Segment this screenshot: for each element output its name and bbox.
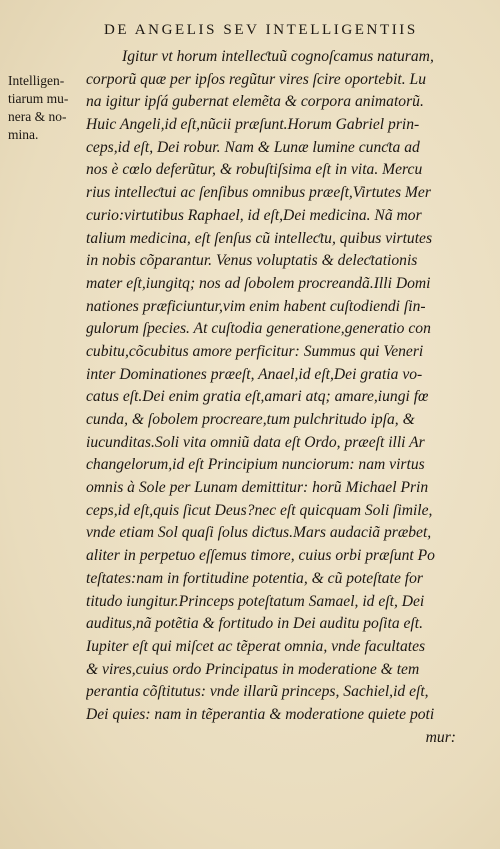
text-line: & vires,cuius ordo Principatus in moderatione & tem (86, 660, 420, 678)
text-line: iucunditas.Soli vita omniũ data eſt Ordo, præeſt illi Ar (86, 433, 425, 451)
text-line: titudo iungitur.Princeps poteſtatum Samael, id eſt, Dei (86, 592, 425, 610)
text-line: ceps,id eſt, Dei robur. Nam & Lunæ lumine cunƈta ad (86, 138, 420, 156)
text-line: Dei quies: nam in tẽperantia & moderatione quiete poti (86, 705, 435, 723)
running-header: DE ANGELIS SEV INTELLIGENTIIS (104, 22, 418, 38)
text-line: teſtates:nam in fortitudine potentia, & cũ poteſtate for (86, 569, 423, 587)
text-line: omnis à Sole per Lunam demittitur: horũ Michael Prin (86, 479, 429, 497)
text-line: nos è cœlo deferũtur, & robuſtiſsima eſt in vita. Mercu (86, 161, 423, 179)
margin-note (8, 72, 94, 144)
text-line: auditus,nã potẽtia & fortitudo in Dei auditu poſita eſt. (86, 615, 423, 633)
text-line: perantia cõſtitutus: vnde illarũ princeps, Sachiel,id eſt, (86, 683, 429, 701)
text-line: vnde etiam Sol quaſi ſolus diƈtus.Mars audaciã præbet, (86, 524, 432, 542)
text-line: cubitu,cõcubitus amore perficitur: Summus qui Veneri (86, 342, 424, 360)
text-line: cunda, & ſobolem procreare,tum pulchritudo ipſa, & (86, 411, 415, 428)
text-line: catus eſt.Dei enim gratia eſt,amari atq; amare,iungi fœ (86, 388, 429, 406)
body-text (86, 46, 462, 749)
text-line: rius intelleƈtui ac ſenſibus omnibus præeſt,Virtutes Mer (86, 184, 431, 202)
margin-note-line: nera & no- (8, 109, 67, 124)
text-line: corporũ quæ per ipſos regũtur vires ſcire oportebit. Lu (86, 70, 427, 88)
text-line: nationes præficiuntur,vim enim habent cuſtodiendi ſin- (86, 297, 426, 315)
margin-note-line: tiarum mu- (8, 91, 69, 106)
text-line: na igitur ipſá gubernat elemẽta & corpora animatorũ. (86, 93, 424, 111)
text-line: talium medicina, eſt ſenſus cũ intelleƈtu, quibus virtutes (86, 229, 433, 247)
text-line: gulorum ſpecies. At cuſtodia generatione,generatio con (86, 320, 431, 338)
text-line: changelorum,id eſt Principium nunciorum: nam virtus (86, 456, 425, 474)
text-line: mater eſt,iungitq; nos ad ſobolem procreandã.Illi Domi (86, 274, 431, 292)
text-line: curio:virtutibus Raphael, id eſt,Dei medicina. Nã mor (86, 206, 422, 224)
text-line: aliter in perpetuo eſſemus timore, cuius orbi præſunt Po (86, 547, 435, 565)
margin-note-line: mina. (8, 127, 39, 142)
text-line: Iupiter eſt qui miſcet ac tẽperat omnia, vnde facultates (86, 637, 426, 655)
text-line: inter Dominationes præeſt, Anael,id eſt,Dei gratia vo- (86, 365, 423, 383)
text-line: mur: (425, 728, 456, 746)
margin-note-line: Intelligen- (8, 73, 65, 88)
text-line: ceps,id eſt,quis ſicut Deus?nec eſt quicquam Soli ſimile, (86, 501, 433, 519)
text-line: Huic Angeli,id eſt,nũcii præſunt.Horum Gabriel prin- (86, 116, 420, 134)
text-line: Igitur vt horum intelleƈtuũ cognoſcamus naturam, (122, 48, 434, 65)
text-line: in nobis cõparantur. Venus voluptatis & deleƈtationis (86, 252, 418, 270)
